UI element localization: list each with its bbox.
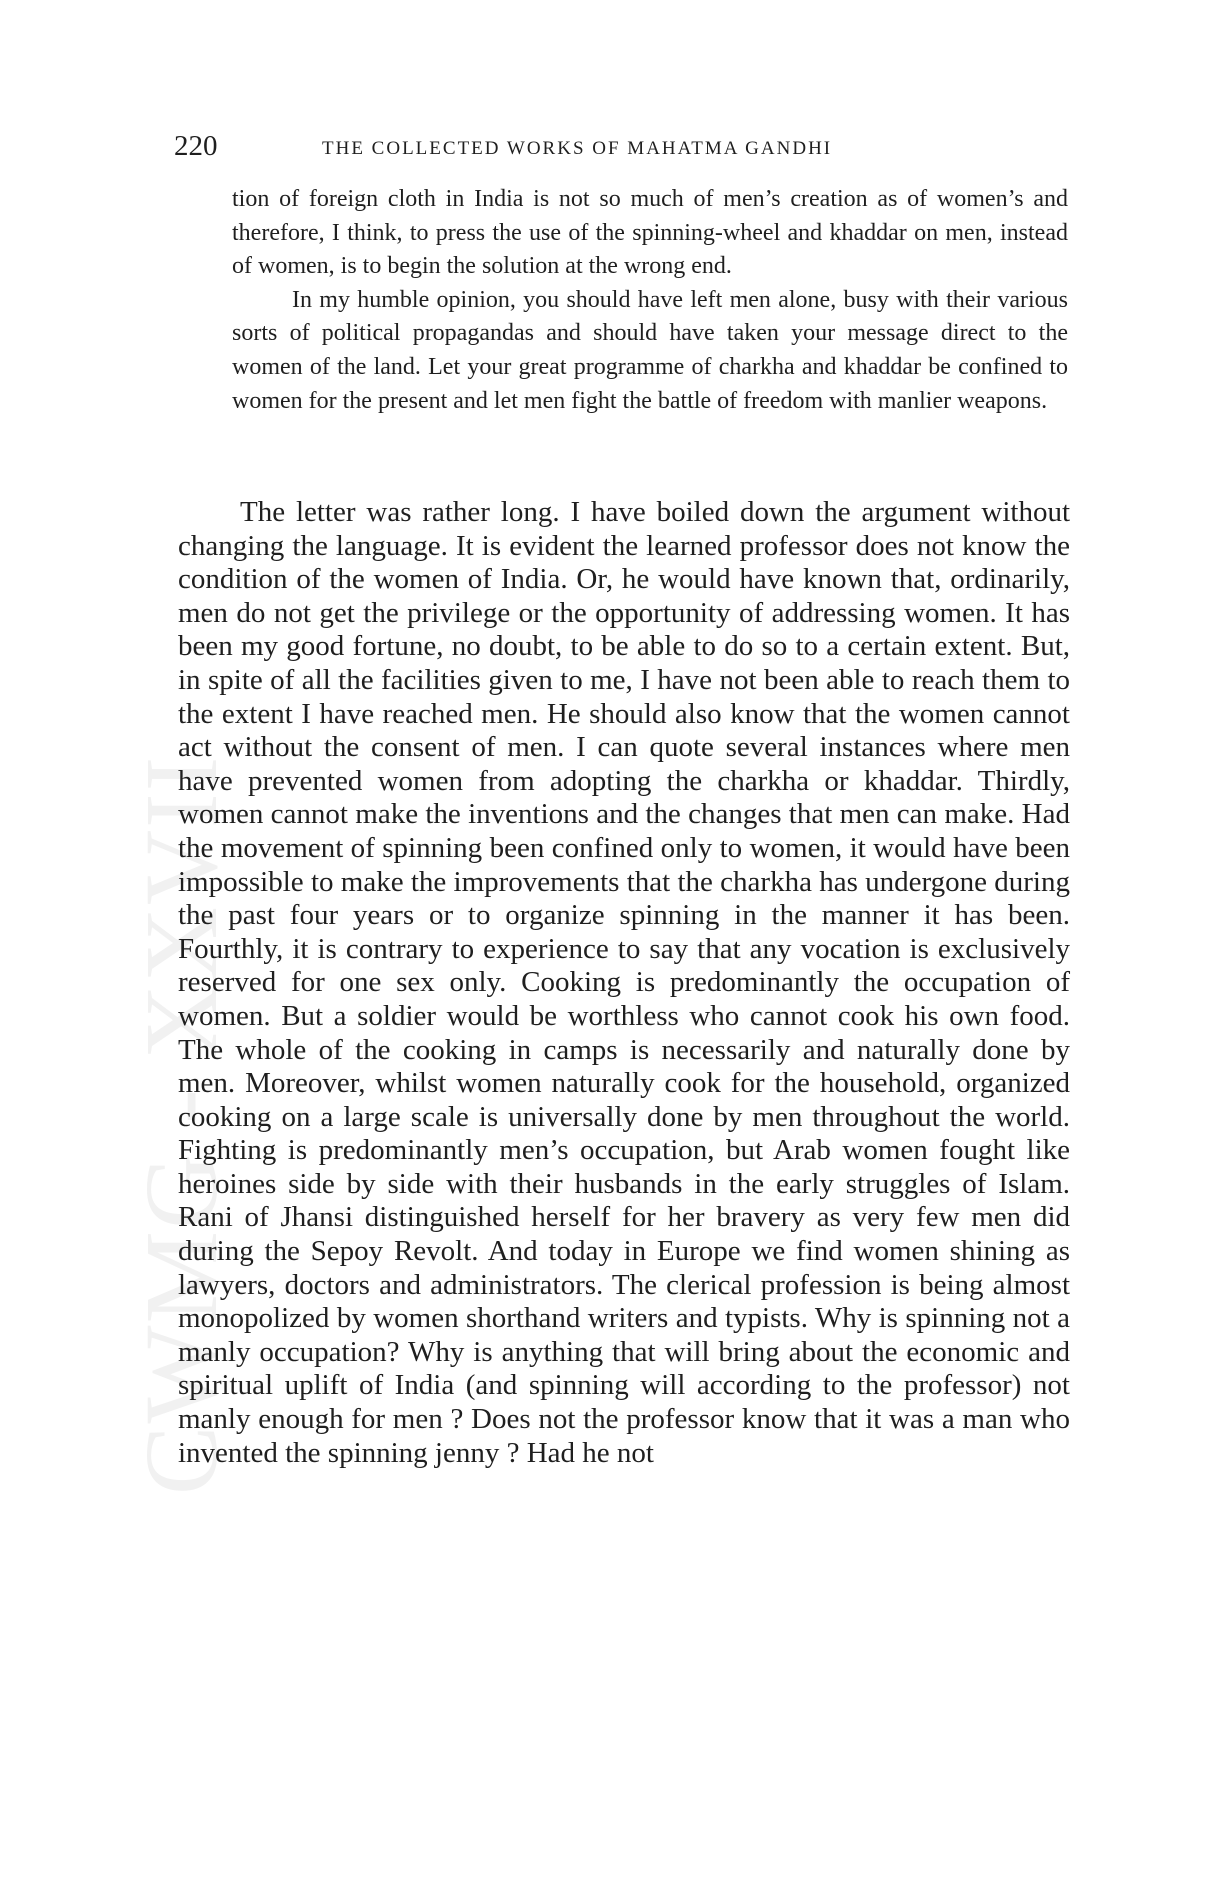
quote-paragraph-1: tion of foreign cloth in India is not so much of men’s creation as of women’s and therefore, I think, to press the use of the spinning-wheel and khaddar on men, instead of women, is to begin the solution at the wrong end.	[232, 186, 1068, 280]
page-number: 220	[174, 130, 218, 162]
body-paragraph: The letter was rather long. I have boiled down the argument without changing the language. It is evident the learned professor does not know the condition of the women of India. Or, he would have known that, ordinarily, men do not get the privilege or the opportunity of addressing women. It has been my good fortune, no doubt, to be able to do so to a certain extent. But, in spite of all the facilities given to me, I have not been able to reach them to the extent I have reached men. He should also know that the women cannot act without the consent of men. I can quote several instances where men have prevented women from adopting the charkha or khaddar. Thirdly, women cannot make the inventions and the changes that men can make. Had the movement of spinning been confined only to women, it would have been impossible to make the improvements that the charkha has undergone during the past four years or to organize spinning in the manner it has been. Fourthly, it is contrary to experience to say that any vocation is exclusively reserved for one sex only. Cooking is predominantly the occupation of women. But a soldier would be worthless who cannot cook his own food. The whole of the cooking in camps is necessarily and naturally done by men. Moreover, whilst women naturally cook for the household, organized cooking on a large scale is universally done by men throughout the world. Fighting is predominantly men’s occupation, but Arab women fought like heroines side by side with their husbands in the early struggles of Islam. Rani of Jhansi distinguished herself for her bravery as very few men did during the Sepoy Revolt. And today in Europe we find women shining as lawyers, doctors and administrators. The clerical profession is being almost monopolized by women shorthand writers and typists. Why is spinning not a manly occupation? Why is anything that will bring about the economic and spiritual uplift of India (and spinning will according to the professor) not manly enough for men ? Does not the professor know that it was a man who invented the spinning jenny ? Had he not	[178, 496, 1070, 1469]
quote-paragraph-2: In my humble opinion, you should have left men alone, busy with their various sorts of political propagandas and should have taken your message direct to the women of the land. Let your great programme of charkha and khaddar be confined to women for the present and let men fight the battle of freedom with manlier weapons.	[232, 286, 1068, 414]
main-text	[178, 496, 1070, 1470]
running-head: THE COLLECTED WORKS OF MAHATMA GANDHI	[322, 138, 833, 159]
quoted-letter	[232, 183, 1068, 418]
page-header	[174, 128, 934, 168]
cwmg-watermark: CWMG - XXVII	[124, 754, 239, 1495]
